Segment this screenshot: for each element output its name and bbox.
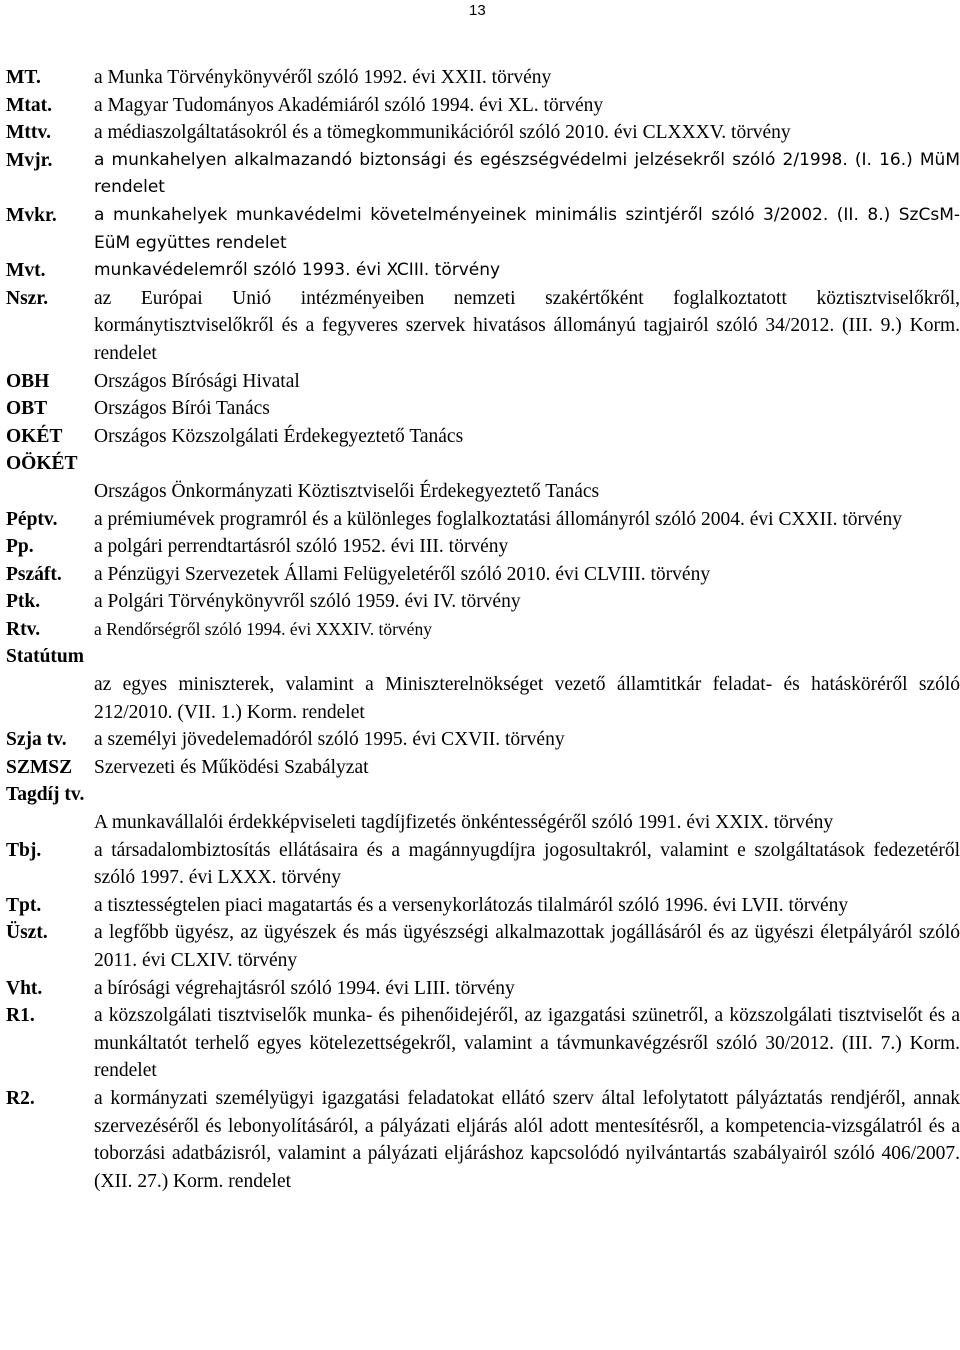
entry	[6, 1085, 960, 1195]
entry	[6, 754, 960, 782]
abbreviation-list	[6, 64, 960, 1195]
entry	[6, 671, 960, 726]
entry	[6, 423, 960, 451]
entry-abbr: R2.	[6, 1087, 35, 1109]
entry	[6, 588, 960, 616]
entry	[6, 1002, 960, 1085]
entry-abbr: Mvjr.	[6, 149, 53, 171]
entry-def: a Rendőrségről szóló 1994. évi XXXIV. törvény	[94, 618, 432, 639]
entry	[6, 892, 960, 920]
entry-heading	[6, 781, 960, 809]
entry	[6, 64, 960, 92]
entry-def: a Magyar Tudományos Akadémiáról szóló 1994. évi XL. törvény	[94, 94, 604, 116]
entry-def: a munkahelyen alkalmazandó biztonsági és egészségvédelmi jelzésekről szóló 2/1998. (I. 16.) MüM rendelet	[94, 149, 960, 198]
entry-def: a Munka Törvénykönyvéről szóló 1992. évi XXII. törvény	[94, 67, 552, 88]
entry-abbr: Tpt.	[6, 894, 42, 916]
entry	[6, 809, 960, 837]
entry-def: A munkavállalói érdekképviseleti tagdíjfizetés önkéntességéről szóló 1991. évi XXIX. törvény	[94, 812, 834, 834]
entry-abbr: Péptv.	[6, 508, 58, 530]
entry	[6, 119, 960, 147]
entry-def: a személyi jövedelemadóról szóló 1995. évi CXVII. törvény	[94, 729, 565, 751]
entry-heading	[6, 643, 960, 671]
entry-abbr: Pszáft.	[6, 563, 62, 585]
entry	[6, 616, 960, 644]
entry-def: a Pénzügyi Szervezetek Állami Felügyeletéről szóló 2010. évi CLVIII. törvény	[94, 563, 711, 585]
entry-abbr: Ptk.	[6, 591, 41, 613]
entry-abbr: SZMSZ	[6, 756, 73, 778]
entry-abbr: OBT	[6, 398, 48, 420]
entry-abbr: Mvt.	[6, 260, 46, 282]
entry-def: a legfőbb ügyész, az ügyészek és más ügyészségi alkalmazottak jogállásáról és az ügyészi életpályáról szóló 2011. évi CLXIV. törvény	[94, 922, 960, 971]
entry-def: Országos Bírói Tanács	[94, 398, 270, 420]
entry-abbr: Vht.	[6, 977, 43, 999]
entry-abbr: Szja tv.	[6, 729, 67, 751]
entry-abbr: OBH	[6, 370, 50, 392]
entry-def: a kormányzati személyügyi igazgatási feladatokat ellátó szerv által lefolytatott pályáztatás rendjéről, annak szervezéséről és lebonyolításáról, a pályázati eljárás alól adott mentesítésről, a kompetencia-vizsgálatról és a toborzási adatbázisról, valamint a pályázati eljáráshoz kapcsolódó nyilvántartás szabályairól szóló 406/2007. (XII. 27.) Korm. rendelet	[94, 1087, 960, 1192]
page-number: 13	[469, 2, 486, 19]
entry-abbr: Üszt.	[6, 922, 48, 944]
entry-abbr: OÖKÉT	[6, 453, 78, 475]
entry-def: a munkahelyek munkavédelmi követelményeinek minimális szintjéről szóló 3/2002. (II. 8.) SzCsM-EüM együttes rendelet	[94, 204, 960, 253]
entry-def: a Polgári Törvénykönyvről szóló 1959. évi IV. törvény	[94, 591, 521, 613]
entry	[6, 837, 960, 892]
entry-abbr: Tagdíj tv.	[6, 784, 85, 806]
entry-abbr: Pp.	[6, 536, 34, 558]
entry	[6, 919, 960, 974]
entry-abbr: Mvkr.	[6, 204, 57, 226]
entry-abbr: Tbj.	[6, 839, 42, 861]
entry	[6, 726, 960, 754]
entry	[6, 285, 960, 368]
entry-abbr: OKÉT	[6, 425, 63, 447]
entry	[6, 202, 960, 257]
entry-def: a társadalombiztosítás ellátásaira és a magánnyugdíjra jogosultakról, valamint e szolgáltatások fedezetéről szóló 1997. évi LXXX. törvény	[94, 839, 960, 889]
entry-def: munkavédelemről szóló 1993. évi XCIII. törvény	[94, 260, 501, 281]
entry-def: az Európai Unió intézményeiben nemzeti szakértőként foglalkoztatott köztisztviselőkről, kormánytisztviselőkről és a fegyveres szervek hivatásos állományú tagjairól szóló 34/2012. (III. 9.) Korm. rendelet	[94, 287, 960, 364]
entry	[6, 506, 960, 534]
entry-abbr: Mttv.	[6, 122, 51, 144]
entry	[6, 395, 960, 423]
entry	[6, 257, 960, 285]
entry-def: a prémiumévek programról és a különleges foglalkoztatási állományról szóló 2004. évi CXXII. törvény	[94, 508, 902, 530]
entry	[6, 92, 960, 120]
entry-def: Országos Önkormányzati Köztisztviselői Érdekegyeztető Tanács	[94, 480, 600, 502]
entry-def: Szervezeti és Működési Szabályzat	[94, 756, 369, 778]
entry	[6, 975, 960, 1003]
entry	[6, 533, 960, 561]
entry-def: Országos Bírósági Hivatal	[94, 370, 300, 392]
entry-def: Országos Közszolgálati Érdekegyeztető Tanács	[94, 425, 464, 447]
entry	[6, 478, 960, 506]
entry	[6, 561, 960, 589]
entry-abbr: Nszr.	[6, 287, 49, 309]
entry-def: az egyes miniszterek, valamint a Miniszterelnökséget vezető államtitkár feladat- és hatásköréről szóló 212/2010. (VII. 1.) Korm. rendelet	[94, 674, 960, 723]
entry-abbr: Rtv.	[6, 618, 41, 640]
entry-abbr: Statútum	[6, 646, 85, 668]
entry-abbr: R1.	[6, 1005, 35, 1027]
entry-abbr: Mtat.	[6, 94, 53, 116]
entry-def: a médiaszolgáltatásokról és a tömegkommunikációról szóló 2010. évi CLXXXV. törvény	[94, 122, 791, 144]
entry-def: a polgári perrendtartásról szóló 1952. évi III. törvény	[94, 536, 509, 558]
entry	[6, 368, 960, 396]
entry	[6, 147, 960, 202]
entry-def: a tisztességtelen piaci magatartás és a versenykorlátozás tilalmáról szóló 1996. évi LVII. törvény	[94, 894, 849, 916]
entry-def: a közszolgálati tisztviselők munka- és pihenőidejéről, az igazgatási szünetről, a közszolgálati tisztviselőt és a munkáltatót terhelő egyes kötelezettségekről, valamint a távmunkavégzésről szóló 30/2012. (III. 7.) Korm. rendelet	[94, 1005, 960, 1082]
entry-heading	[6, 450, 960, 478]
entry-abbr: MT.	[6, 67, 41, 88]
entry-def: a bírósági végrehajtásról szóló 1994. évi LIII. törvény	[94, 977, 515, 999]
